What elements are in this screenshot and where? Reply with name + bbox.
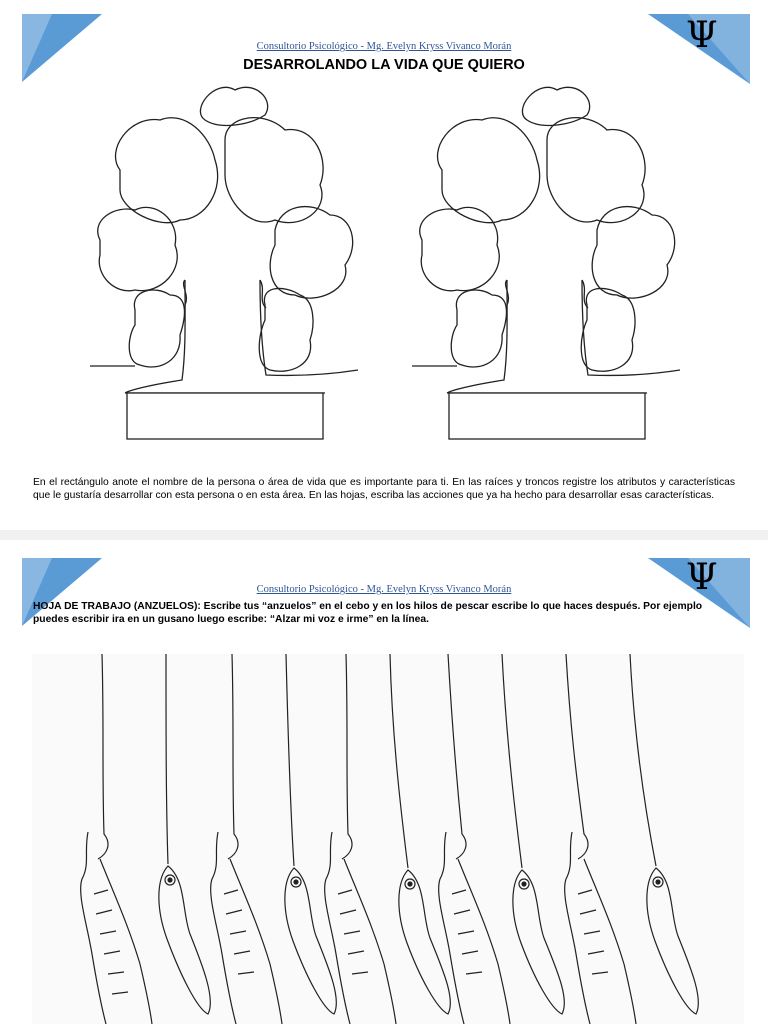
page-separator [0,530,768,540]
worksheet-instruction: HOJA DE TRABAJO (ANZUELOS): Escribe tus “anzuelos” en el cebo y en los hilos de pescar escribe lo que haces después. Por ejemplo puedes escribir ira en un gusano luego escribe: “Alzar mi voz e irme” en la línea. [33,601,703,626]
psi-logo-icon: Ψ [686,15,718,56]
instructions-paragraph: En el rectángulo anote el nombre de la persona o área de vida que es importante para ti. En las raíces y troncos registre los atributos y características que le gustaría desarrollar con esta persona o en esta área. En las hojas, escriba las acciones que ya ha hecho para desarrollar esas características. [33,477,735,502]
worksheet-page-2 [0,540,768,1024]
tree-drawing-right [412,80,682,450]
page-title: DESARROLANDO LA VIDA QUE QUIERO [243,57,525,73]
clinic-header: Consultorio Psicológico - Mg. Evelyn Kryss Vivanco Morán [256,584,512,595]
psi-logo-icon: Ψ [686,557,718,598]
clinic-header: Consultorio Psicológico - Mg. Evelyn Kryss Vivanco Morán [256,41,512,52]
tree-drawing-left [90,80,360,450]
fishing-hooks-drawing [32,654,744,1024]
